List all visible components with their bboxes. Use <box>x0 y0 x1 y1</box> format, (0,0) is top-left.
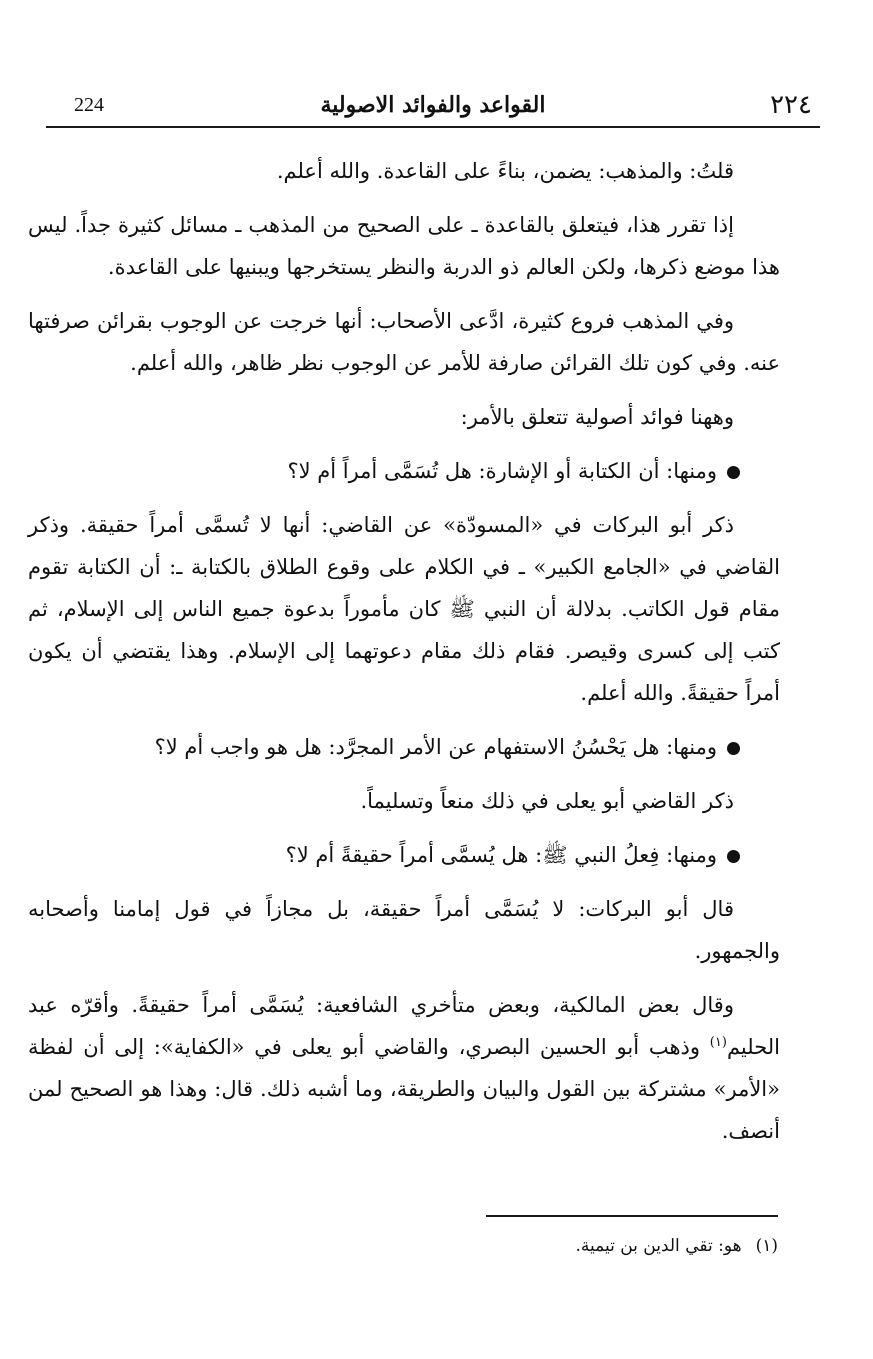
bullet-text-2: ومنها: هل يَحْسُنُ الاستفهام عن الأمر المجرَّد: هل هو واجب أم لا؟ <box>154 735 717 759</box>
main-text <box>28 150 780 1164</box>
page-header <box>46 84 820 128</box>
bullet-item-2 <box>28 726 780 768</box>
footnote-mark: (١) <box>755 1236 778 1256</box>
paragraph-4: وههنا فوائد أصولية تتعلق بالأمر: <box>460 405 734 429</box>
footnote-text: هو: تقي الدين بن تيمية. <box>575 1236 742 1256</box>
footnote-ref: (١) <box>709 1035 727 1050</box>
paragraph-3: وفي المذهب فروع كثيرة، ادَّعى الأصحاب: أنها خرجت عن الوجوب بقرائن صرفتها عنه. وفي كون تلك القرائن صارفة للأمر عن الوجوب نظر ظاهر، والله أعلم. <box>28 309 780 375</box>
paragraph-1: قلتُ: والمذهب: يضمن، بناءً على القاعدة. والله أعلم. <box>276 159 734 183</box>
bullet-dot-icon <box>727 850 740 863</box>
bullet-item-3 <box>28 834 780 876</box>
page-number-arabic: ٢٢٤ <box>770 90 812 120</box>
bullet-dot-icon <box>727 742 740 755</box>
paragraph-6: ذكر القاضي أبو يعلى في ذلك منعاً وتسليماً. <box>360 789 734 813</box>
footnote <box>278 1236 778 1256</box>
bullet-dot-icon <box>727 466 740 479</box>
paragraph-8-part-1: وقال بعض المالكية، وبعض متأخري الشافعية: يُسَمَّى أمراً حقيقةً. وأقرّه عبد الحليم <box>28 993 780 1059</box>
page-number: 224 <box>74 94 104 116</box>
running-title: القواعد والفوائد الاصولية <box>320 92 546 118</box>
bullet-text-3: ومنها: فِعلُ النبي ﷺ: هل يُسمَّى أمراً حقيقةً أم لا؟ <box>285 843 717 867</box>
footnote-divider <box>486 1215 778 1217</box>
paragraph-7: قال أبو البركات: لا يُسَمَّى أمراً حقيقة، بل مجازاً في قول إمامنا وأصحابه والجمهور. <box>28 897 780 963</box>
bullet-item-1 <box>28 450 780 492</box>
paragraph-2: إذا تقرر هذا، فيتعلق بالقاعدة ـ على الصحيح من المذهب ـ مسائل كثيرة جداً. ليس هذا موضع ذكرها، ولكن العالم ذو الدربة والنظر يستخرجها ويبنيها على القاعدة. <box>28 213 780 279</box>
paragraph-5: ذكر أبو البركات في «المسودّة» عن القاضي: أنها لا تُسمَّى أمراً حقيقة. وذكر القاضي في «الجامع الكبير» ـ في الكلام على وقوع الطلاق بالكتابة ـ: أن الكتابة تقوم مقام قول الكاتب. بدلالة أن النبي ﷺ كان مأموراً بدعوة جميع الناس إلى الإسلام، ثم كتب إلى كسرى وقيصر. فقام ذلك مقام دعوتهما إلى الإسلام. وهذا يقتضي أن يكون أمراً حقيقةً. والله أعلم. <box>28 513 780 705</box>
paragraph-8 <box>28 984 780 1152</box>
bullet-text-1: ومنها: أن الكتابة أو الإشارة: هل تُسَمَّى أمراً أم لا؟ <box>287 459 717 483</box>
paragraph-8-part-2: وذهب أبو الحسين البصري، والقاضي أبو يعلى في «الكفاية»: إلى أن لفظة «الأمر» مشتركة بين القول والبيان والطريقة، وما أشبه ذلك. قال: وهذا هو الصحيح لمن أنصف. <box>28 1035 780 1143</box>
